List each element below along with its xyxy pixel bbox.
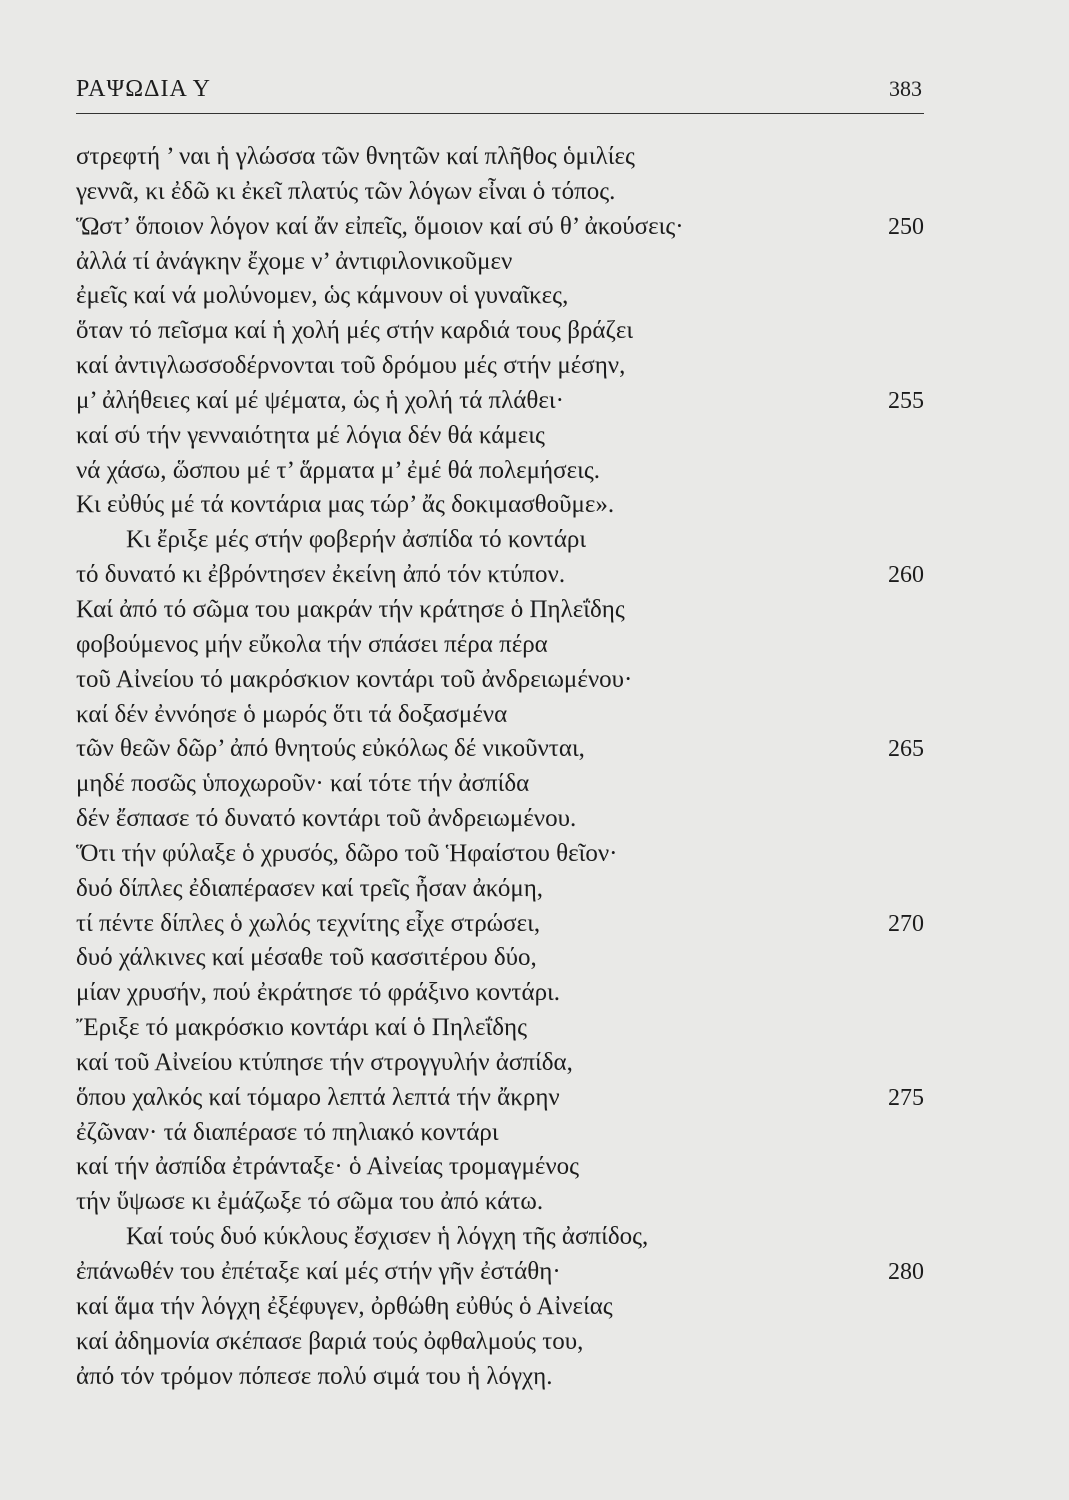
verse-text: φοβούμενος μήν εὔκολα τήν σπάσει πέρα πέρα	[76, 630, 548, 658]
verse-line	[76, 802, 926, 837]
verse-line	[76, 698, 926, 733]
verse-text: ὅπου χαλκός καί τόμαρο λεπτά λεπτά τήν ἄκρην	[76, 1083, 560, 1111]
running-title: ΡΑΨΩΔΙΑ Υ	[76, 76, 211, 102]
verse-line	[76, 941, 926, 976]
verse-text: καί ἀντιγλωσσοδέρνονται τοῦ δρόμου μές στήν μέσην,	[76, 352, 626, 380]
verse-line	[76, 558, 926, 593]
verse-text: στρεφτή ’ ναι ἡ γλώσσα τῶν θνητῶν καί πλῆθος ὁμιλίες	[76, 143, 635, 170]
line-number: 255	[888, 387, 924, 414]
verse-line	[76, 1011, 926, 1046]
verse-line	[76, 279, 926, 314]
verse-text: ἀπό τόν τρόμον πόπεσε πολύ σιμά του ἡ λόγχη.	[76, 1362, 553, 1390]
verse-text: ἐπάνωθέν του ἐπέταξε καί μές στήν γῆν ἐστάθη·	[76, 1258, 561, 1285]
verse-text: Καί τούς δυό κύκλους ἔσχισεν ἡ λόγχη τῆς ἀσπίδος,	[126, 1223, 649, 1251]
verse-line	[76, 767, 926, 802]
verse-line	[76, 140, 926, 175]
verse-line	[76, 976, 926, 1011]
verse-text: Ἔριξε τό μακρόσκιο κοντάρι καί ὁ Πηλεΐδης	[76, 1014, 528, 1042]
verse-line	[76, 314, 926, 349]
verse-text: τῶν θεῶν δῶρ’ ἀπό θνητούς εὐκόλως δέ νικοῦνται,	[76, 735, 585, 763]
verse-text: δυό χάλκινες καί μέσαθε τοῦ κασσιτέρου δύο,	[76, 944, 537, 972]
line-number: 260	[888, 562, 924, 589]
verse-text: τί πέντε δίπλες ὁ χωλός τεχνίτης εἶχε στρώσει,	[76, 909, 541, 937]
verse-line	[76, 1116, 926, 1151]
verse-text: Καί ἀπό τό σῶμα του μακράν τήν κράτησε ὁ Πηλεΐδης	[76, 595, 625, 623]
line-number: 275	[888, 1084, 924, 1111]
verse-text: Ὅτι τήν φύλαξε ὁ χρυσός, δῶρο τοῦ Ἡφαίστου θεῖον·	[76, 839, 618, 867]
verse-text: καί τοῦ Αἰνείου κτύπησε τήν στρογγυλήν ἀσπίδα,	[76, 1048, 573, 1076]
verse-text: ὅταν τό πεῖσμα καί ἡ χολή μές στήν καρδιά τους βράζει	[76, 317, 634, 345]
verse-line	[76, 628, 926, 663]
verse-line	[76, 1360, 926, 1395]
verse-text: καί ἀδημονία σκέπασε βαριά τούς ὀφθαλμούς του,	[76, 1327, 584, 1355]
verse-text: μηδέ ποσῶς ὑποχωροῦν· καί τότε τήν ἀσπίδα	[76, 770, 530, 798]
verse-line	[76, 1046, 926, 1081]
verse-text: ἐζῶναν· τά διαπέρασε τό πηλιακό κοντάρι	[76, 1118, 499, 1146]
line-number: 280	[888, 1259, 924, 1285]
verse-line	[76, 837, 926, 872]
verse-line	[76, 523, 926, 558]
verse-text: Ὥστ’ ὅποιον λόγον καί ἄν εἰπεῖς, ὅμοιον καί σύ θ’ ἀκούσεις·	[76, 212, 684, 240]
verse-text: καί σύ τήν γενναιότητα μέ λόγια δέν θά κάμεις	[76, 421, 545, 449]
page-number: 383	[889, 76, 922, 101]
header-rule	[76, 113, 924, 114]
verse-line	[76, 384, 926, 419]
verse-text: μ’ ἀλήθειες καί μέ ψέματα, ὡς ἡ χολή τά πλάθει·	[76, 386, 564, 414]
verse-line	[76, 1290, 926, 1325]
verse-line	[76, 1150, 926, 1185]
verse-text: Κι εὐθύς μέ τά κοντάρια μας τώρ’ ἄς δοκιμασθοῦμε».	[76, 491, 615, 519]
line-number: 250	[888, 213, 924, 240]
verse-line	[76, 1081, 926, 1116]
verse-text: μίαν χρυσήν, πού ἐκράτησε τό φράξινο κοντάρι.	[76, 979, 561, 1007]
verse-line	[76, 1255, 926, 1290]
verse-text: καί τήν ἀσπίδα ἐτράνταξε· ὁ Αἰνείας τρομαγμένος	[76, 1153, 580, 1181]
verse-text: γεννᾶ, κι ἐδῶ κι ἐκεῖ πλατύς τῶν λόγων εἶναι ὁ τόπος.	[76, 177, 616, 205]
verse-text: νά χάσω, ὥσπου μέ τ’ ἅρματα μ’ ἐμέ θά πολεμήσεις.	[76, 456, 600, 484]
verse-text: τήν ὕψωσε κι ἐμάζωξε τό σῶμα του ἀπό κάτω.	[76, 1188, 544, 1216]
verse-line	[76, 907, 926, 942]
verse-text: ἀλλά τί ἀνάγκην ἔχομε ν’ ἀντιφιλονικοῦμεν	[76, 247, 513, 275]
verse-text: Κι ἔριξε μές στήν φοβερήν ἀσπίδα τό κοντάρι	[126, 526, 587, 554]
verse-line	[76, 732, 926, 767]
verse-line	[76, 872, 926, 907]
verse-text: τό δυνατό κι ἐβρόντησεν ἐκείνη ἀπό τόν κτύπον.	[76, 561, 566, 589]
verse-text: καί ἅμα τήν λόγχη ἐξέφυγεν, ὀρθώθη εὐθύς ὁ Αἰνείας	[76, 1292, 613, 1320]
verse-line	[76, 1185, 926, 1220]
verse-line	[76, 349, 926, 384]
running-head	[76, 76, 926, 106]
verse-line	[76, 245, 926, 280]
verse-text: δέν ἔσπασε τό δυνατό κοντάρι τοῦ ἀνδρειωμένου.	[76, 805, 577, 833]
verse-line	[76, 175, 926, 210]
verse-line	[76, 210, 926, 245]
line-number: 270	[888, 910, 924, 937]
verse-line	[76, 419, 926, 454]
verse-text: καί δέν ἐννόησε ὁ μωρός ὅτι τά δοξασμένα	[76, 700, 508, 728]
line-number: 265	[888, 736, 924, 763]
verse-text: τοῦ Αἰνείου τό μακρόσκιον κοντάρι τοῦ ἀνδρειωμένου·	[76, 665, 633, 693]
verse-line	[76, 663, 926, 698]
verse-line	[76, 488, 926, 523]
verse-line	[76, 1325, 926, 1360]
verse-line	[76, 1220, 926, 1255]
verse-text: ἐμεῖς καί νά μολύνομεν, ὡς κάμνουν οἱ γυναῖκες,	[76, 282, 569, 310]
verse-block	[76, 140, 926, 1394]
verse-line	[76, 593, 926, 628]
verse-line	[76, 454, 926, 489]
verse-text: δυό δίπλες ἐδιαπέρασεν καί τρεῖς ἦσαν ἀκόμη,	[76, 874, 544, 902]
